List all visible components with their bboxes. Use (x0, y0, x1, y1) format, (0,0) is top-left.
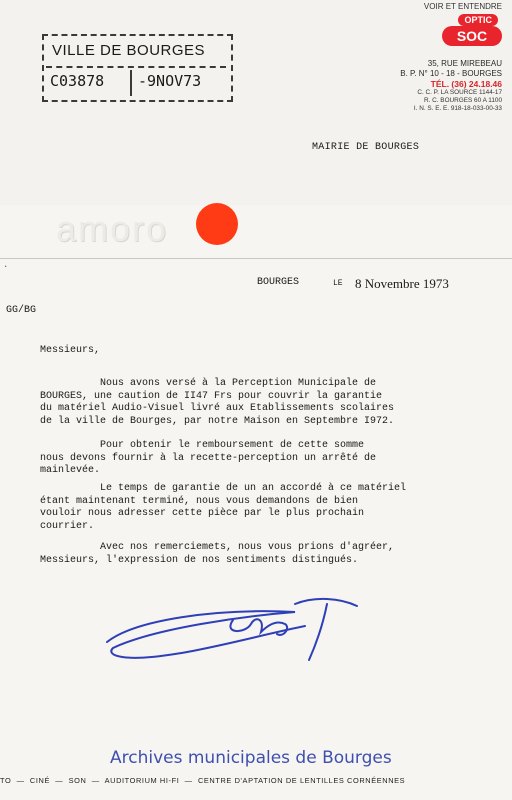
red-sticker-dot (196, 203, 238, 245)
letter-paragraph-3: Le temps de garantie de un an accordé à ce matériel étant maintenant terminé, nous vous demandons de bien vouloir nous adresser cette pièce par le plus prochain courrier. (40, 483, 407, 532)
stamp-divider (130, 70, 132, 96)
letter-salutation: Messieurs, (40, 345, 101, 356)
edge-mark: · (3, 262, 9, 272)
archives-watermark: Archives municipales de Bourges (110, 748, 392, 768)
embossed-watermark: amoro (56, 208, 169, 249)
stamp-number: C03878 (50, 72, 105, 90)
letter-paragraph-1: Nous avons versé à la Perception Municipale de BOURGES, une caution de II47 Frs pour couvrir la garantie du matériel Audio-Visuel livré aux Etablissements scolaires de la ville de Bourges, par notre Maison en Septembre I972. (40, 378, 395, 427)
date-le: LE (333, 279, 343, 288)
logo-top-text: OPTIC (458, 14, 498, 26)
company-phone: TÉL. (36) 24.18.46 (430, 79, 502, 89)
page-fold-line (0, 258, 512, 259)
handwritten-signature (95, 590, 395, 670)
letter-date: 8 Novembre 1973 (355, 276, 449, 291)
company-address-block (352, 59, 502, 113)
company-letterhead (352, 2, 502, 113)
receipt-stamp (42, 34, 233, 102)
stamp-separator (46, 66, 226, 68)
company-tagline: VOIR ET ENTENDRE (423, 2, 502, 11)
letter-paragraph-4: Avec nos remerciemets, nous vous prions d'agréer, Messieurs, l'expression de nos sentiments distingués. (40, 542, 395, 566)
company-insee: I. N. S. E. E. 918-18-033-00-33 (413, 105, 502, 112)
stamp-city: VILLE DE BOURGES (52, 42, 206, 59)
company-logo (432, 14, 502, 48)
company-address-city: B. P. N° 10 - 18 - BOURGES (400, 69, 502, 78)
letter-paragraph-2: Pour obtenir le remboursement de cette somme nous devons fournir à la recette-perception un arrêté de mainlevée. (40, 440, 377, 476)
company-ccp: C. C. P. LA SOURCE 1144-17 (417, 89, 502, 96)
logo-bottom-text: SOC (442, 26, 502, 46)
date-city: BOURGES (257, 277, 300, 288)
company-address-street: 35, RUE MIREBEAU (427, 59, 502, 68)
reference-initials: GG/BG (6, 305, 37, 316)
recipient-address: MAIRIE DE BOURGES (312, 142, 420, 153)
letterhead-footer: TO — CINÉ — SON — AUDITORIUM HI-FI — CENTRE D'APTATION DE LENTILLES CORNÉENNES (0, 776, 406, 785)
stamp-date: -9NOV73 (138, 72, 202, 90)
company-rc: R. C. BOURGES 60 A 1100 (423, 97, 502, 104)
